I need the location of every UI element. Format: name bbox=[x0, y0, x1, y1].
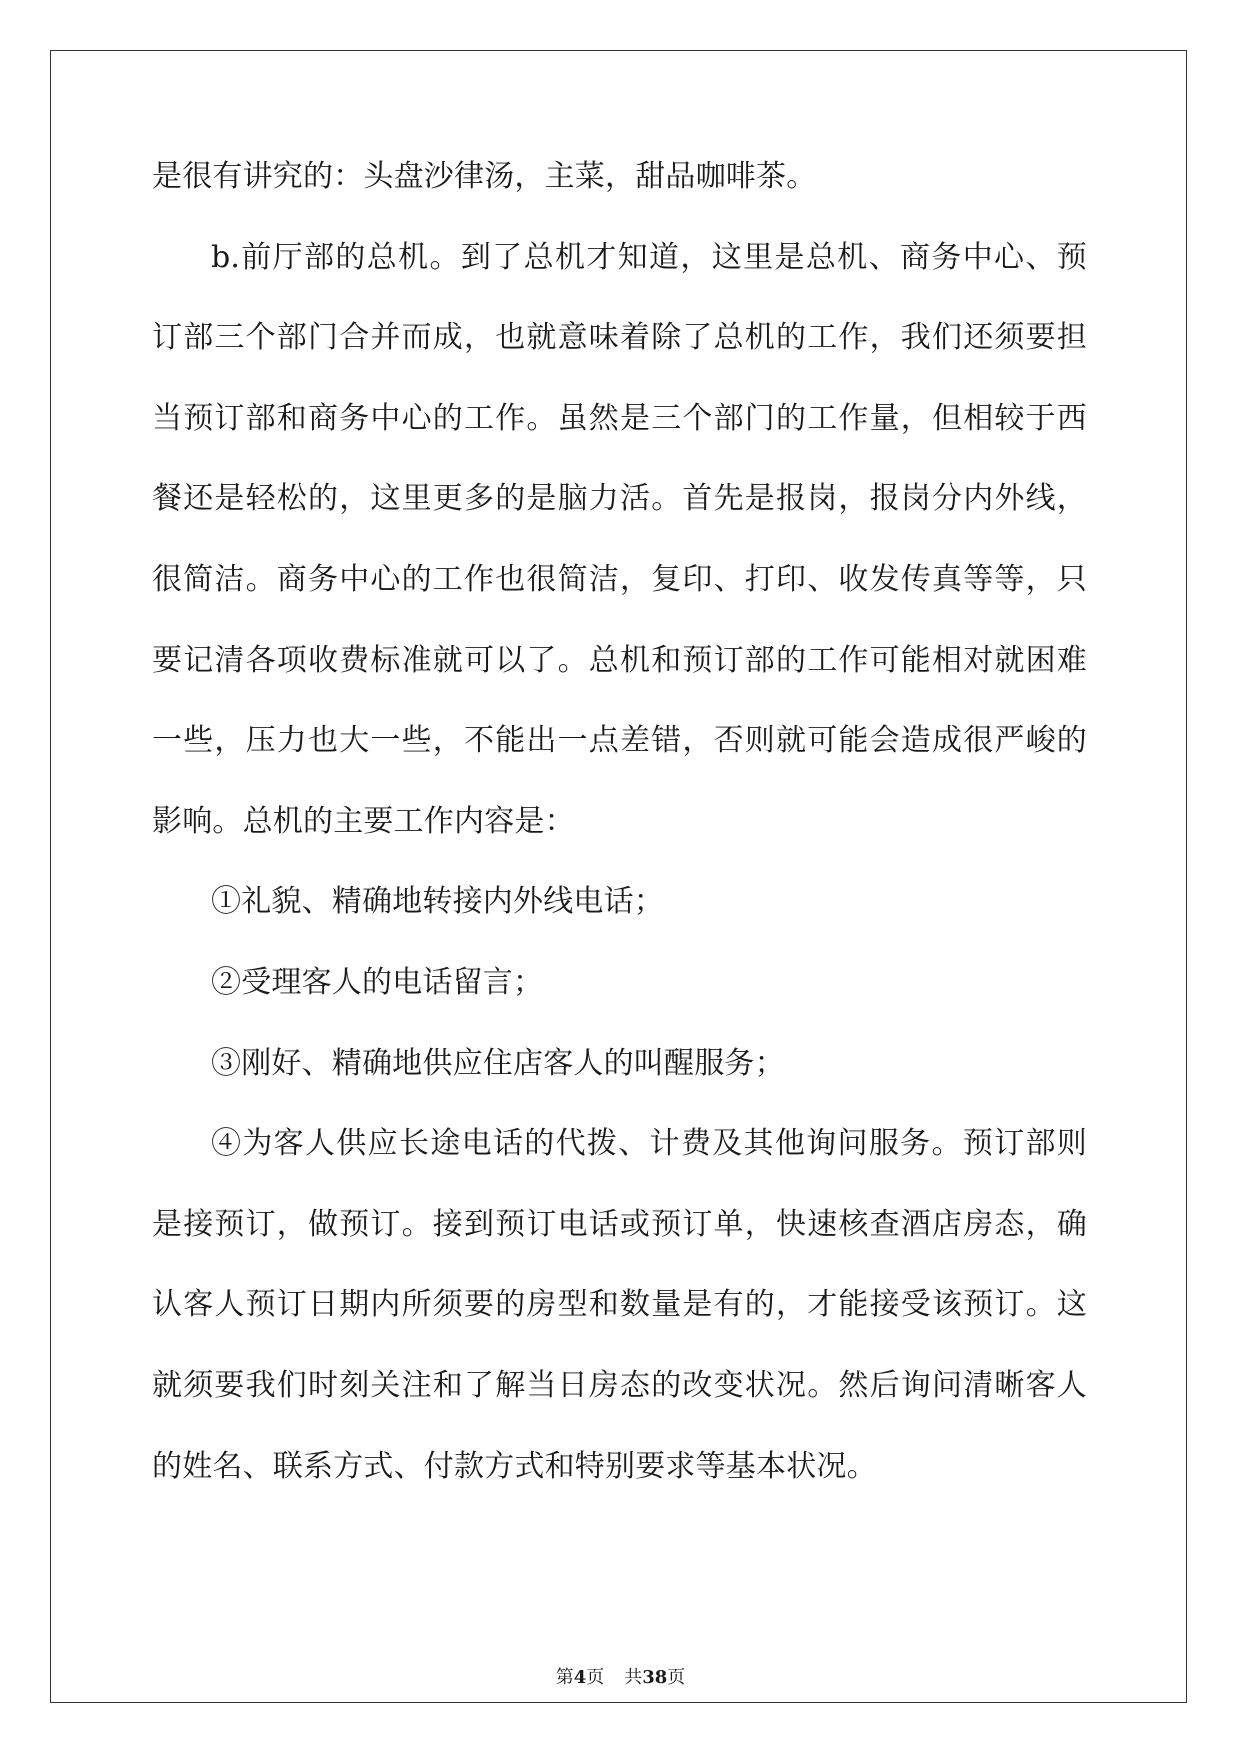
text-line: 的姓名、联系方式、付款方式和特别要求等基本状况。 bbox=[152, 1448, 877, 1484]
total-suffix: 页 bbox=[667, 1667, 686, 1688]
text-line: 餐还是轻松的，这里更多的是脑力活。首先是报岗，报岗分内外线， bbox=[152, 481, 1087, 517]
text-line: 订部三个部门合并而成，也就意味着除了总机的工作，我们还须要担 bbox=[152, 320, 1087, 356]
text-line: ②受理客人的电话留言； bbox=[211, 964, 544, 1000]
text-line: 影响。总机的主要工作内容是： bbox=[152, 803, 575, 839]
total-pages: 38 bbox=[642, 1667, 668, 1688]
page-prefix: 第 bbox=[555, 1667, 574, 1688]
page-footer bbox=[0, 1663, 1241, 1689]
text-line: 认客人预订日期内所须要的房型和数量是有的，才能接受该预订。这 bbox=[152, 1287, 1087, 1323]
document-body bbox=[152, 159, 1087, 1532]
text-line: 是接预订，做预订。接到预订电话或预订单，快速核查酒店房态，确 bbox=[152, 1206, 1087, 1242]
text-line: 一些，压力也大一些，不能出一点差错，否则就可能会造成很严峻的 bbox=[152, 723, 1087, 759]
text-line: b.前厅部的总机。到了总机才知道，这里是总机、商务中心、预 bbox=[211, 239, 1087, 275]
text-line: 就须要我们时刻关注和了解当日房态的改变状况。然后询问清晰客人 bbox=[152, 1367, 1087, 1403]
text-line: 要记清各项收费标准就可以了。总机和预订部的工作可能相对就困难 bbox=[152, 642, 1087, 678]
text-line: 是很有讲究的：头盘沙律汤，主菜，甜品咖啡茶。 bbox=[152, 159, 817, 194]
text-line: 很简洁。商务中心的工作也很简洁，复印、打印、收发传真等等，只 bbox=[152, 561, 1087, 597]
text-line: 当预订部和商务中心的工作。虽然是三个部门的工作量，但相较于西 bbox=[152, 400, 1087, 436]
text-line: ①礼貌、精确地转接内外线电话； bbox=[211, 884, 664, 920]
text-line: ③刚好、精确地供应住店客人的叫醒服务； bbox=[211, 1045, 785, 1081]
page-number: 4 bbox=[573, 1667, 587, 1688]
total-prefix: 共 bbox=[624, 1667, 643, 1688]
page-suffix: 页 bbox=[586, 1667, 605, 1688]
text-line: ④为客人供应长途电话的代拨、计费及其他询问服务。预订部则 bbox=[211, 1126, 1087, 1162]
